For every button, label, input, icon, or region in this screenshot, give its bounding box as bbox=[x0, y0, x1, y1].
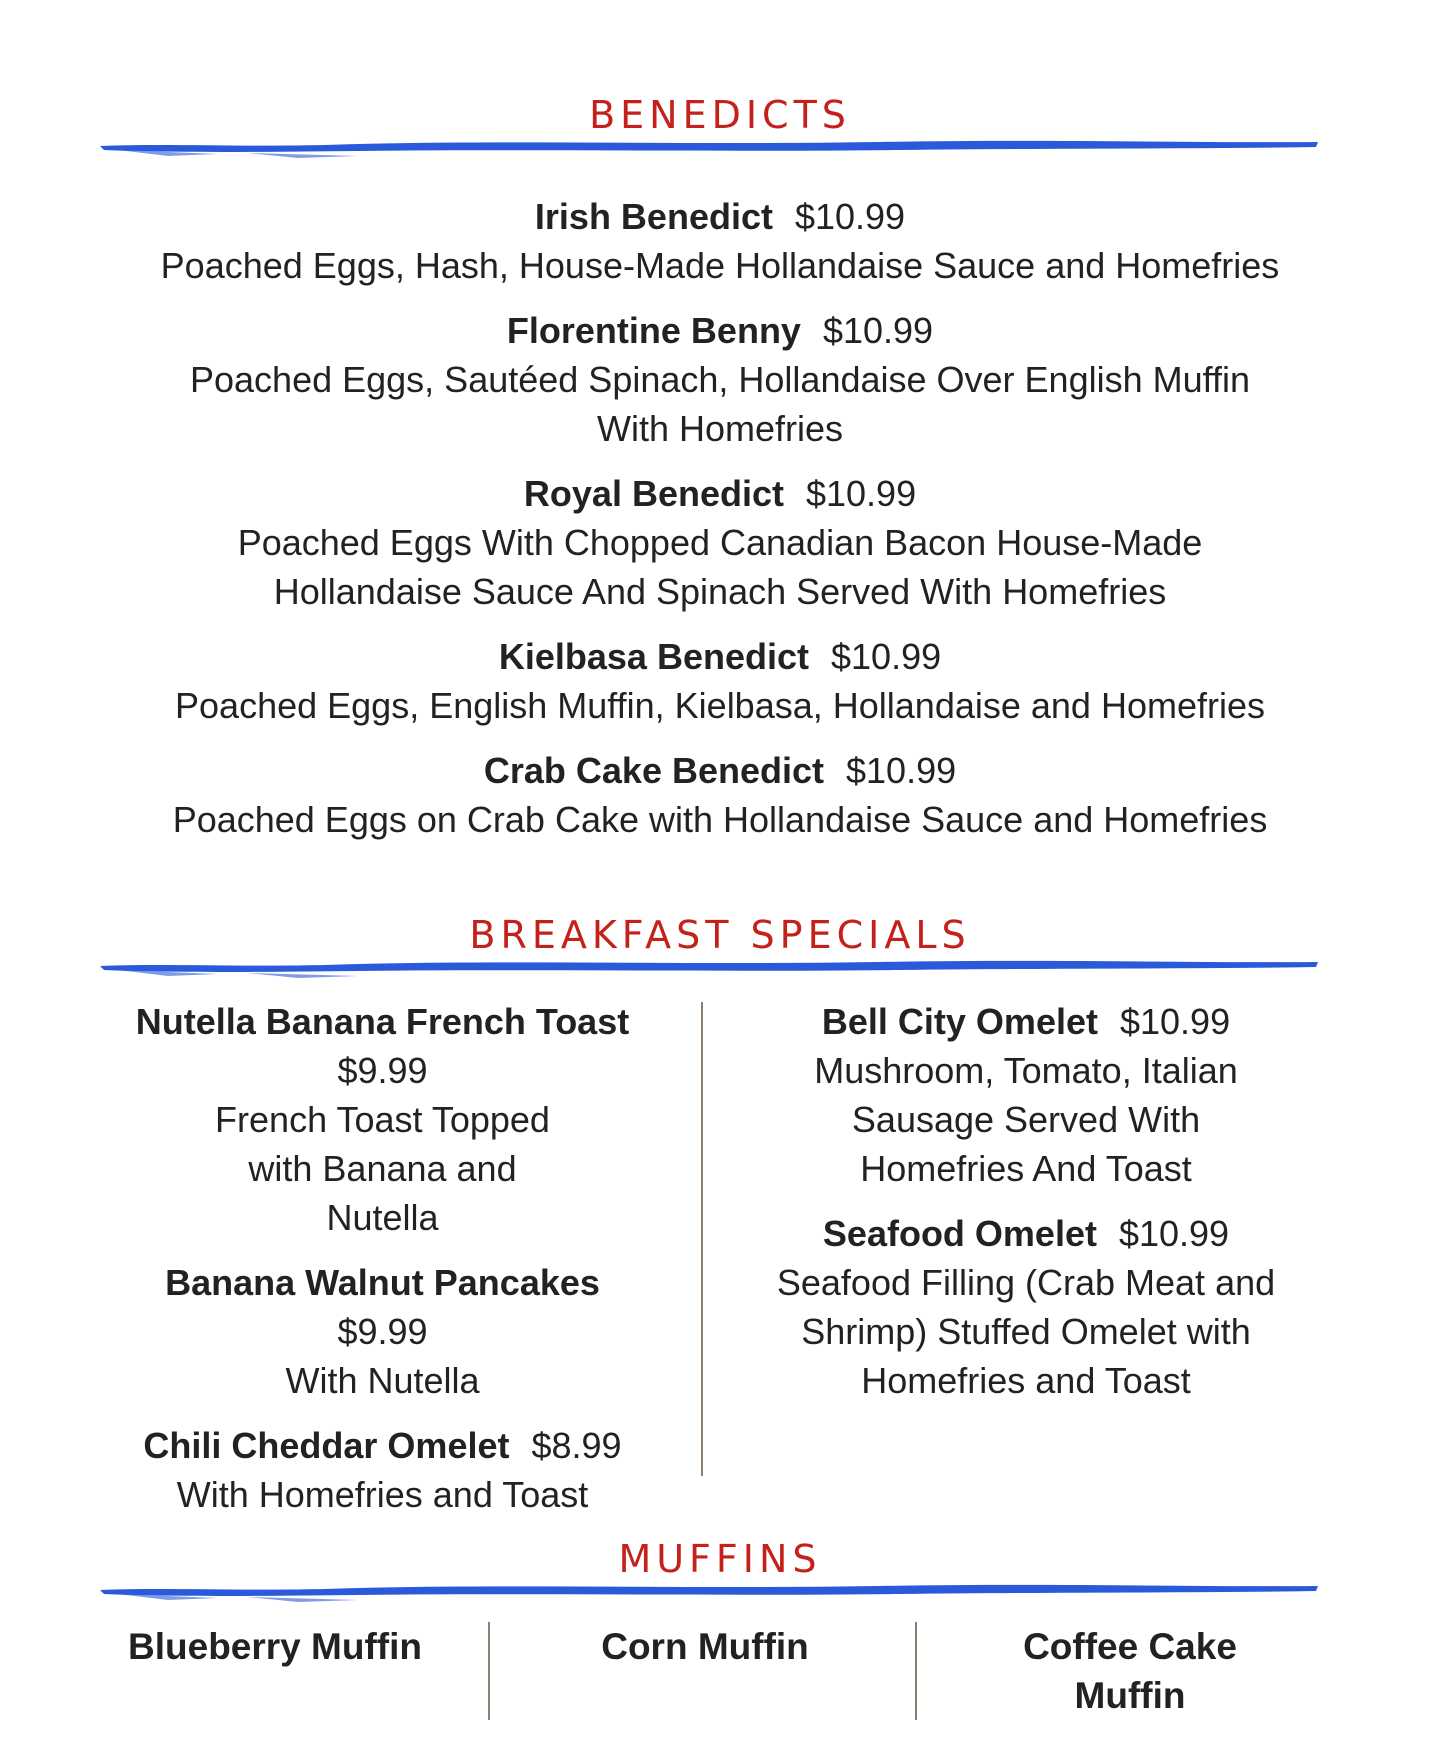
column-divider bbox=[488, 1622, 490, 1720]
item-description: Seafood Filling (Crab Meat and Shrimp) Stuffed Omelet with Homefries and Toast bbox=[776, 1262, 1276, 1401]
menu-item bbox=[110, 1258, 655, 1405]
item-price: $10.99 bbox=[822, 310, 934, 351]
item-name: Florentine Benny bbox=[506, 310, 801, 351]
item-name: Irish Benedict bbox=[534, 196, 773, 237]
brush-stroke-divider bbox=[98, 954, 1320, 980]
menu-item bbox=[110, 632, 1330, 730]
item-price: $10.99 bbox=[831, 636, 942, 677]
column-divider bbox=[701, 1002, 703, 1476]
item-description: Mushroom, Tomato, Italian Sausage Served With Homefries And Toast bbox=[814, 1050, 1238, 1189]
item-description: With Nutella bbox=[285, 1360, 480, 1401]
menu-item bbox=[748, 1209, 1304, 1405]
item-description: Poached Eggs, Hash, House-Made Hollandaise Sauce and Homefries bbox=[160, 245, 1280, 286]
item-description: French Toast Topped with Banana and Nutella bbox=[215, 1099, 550, 1238]
item-description: Poached Eggs on Crab Cake with Hollandaise Sauce and Homefries bbox=[172, 799, 1268, 840]
item-description: Poached Eggs, Sautéed Spinach, Hollandaise Over English Muffin With Homefries bbox=[190, 359, 1250, 449]
item-description: With Homefries and Toast bbox=[176, 1474, 589, 1515]
benedicts-list bbox=[110, 192, 1330, 860]
item-price: $10.99 bbox=[1119, 1001, 1231, 1042]
item-price: $10.99 bbox=[846, 750, 957, 791]
muffin-item: Corn Muffin bbox=[601, 1626, 809, 1667]
item-name: Nutella Banana French Toast bbox=[135, 1001, 630, 1042]
section-title-breakfast-specials: BREAKFAST SPECIALS bbox=[469, 913, 971, 957]
item-price: $8.99 bbox=[531, 1425, 622, 1466]
item-name: Seafood Omelet bbox=[822, 1213, 1097, 1254]
item-name: Chili Cheddar Omelet bbox=[143, 1425, 510, 1466]
item-price: $10.99 bbox=[1118, 1213, 1230, 1254]
item-description: Poached Eggs, English Muffin, Kielbasa, Hollandaise and Homefries bbox=[175, 685, 1265, 726]
item-name: Banana Walnut Pancakes bbox=[165, 1262, 600, 1303]
item-name: Kielbasa Benedict bbox=[498, 636, 809, 677]
menu-item bbox=[110, 997, 655, 1242]
menu-item bbox=[110, 746, 1330, 844]
section-title-muffins: MUFFINS bbox=[618, 1537, 822, 1581]
item-price: $10.99 bbox=[805, 473, 917, 514]
item-name: Bell City Omelet bbox=[821, 1001, 1098, 1042]
item-price: $10.99 bbox=[794, 196, 906, 237]
specials-right-column bbox=[748, 997, 1304, 1421]
item-name: Royal Benedict bbox=[523, 473, 784, 514]
item-description: Poached Eggs With Chopped Canadian Bacon House-Made Hollandaise Sauce And Spinach Served With Homefries bbox=[237, 522, 1203, 612]
section-title-benedicts: BENEDICTS bbox=[589, 93, 851, 137]
brush-stroke-divider bbox=[98, 1578, 1320, 1604]
muffin-item: Blueberry Muffin bbox=[128, 1626, 422, 1667]
muffin-item: Coffee Cake Muffin bbox=[1023, 1626, 1237, 1716]
menu-item bbox=[110, 192, 1330, 290]
item-name: Crab Cake Benedict bbox=[483, 750, 824, 791]
column-divider bbox=[915, 1622, 917, 1720]
menu-item bbox=[110, 1421, 655, 1519]
specials-left-column bbox=[110, 997, 655, 1535]
menu-item bbox=[110, 306, 1330, 453]
menu-item bbox=[110, 469, 1330, 616]
item-price: $9.99 bbox=[337, 1311, 428, 1352]
menu-item bbox=[748, 997, 1304, 1193]
brush-stroke-divider bbox=[98, 134, 1320, 160]
item-price: $9.99 bbox=[337, 1050, 428, 1091]
